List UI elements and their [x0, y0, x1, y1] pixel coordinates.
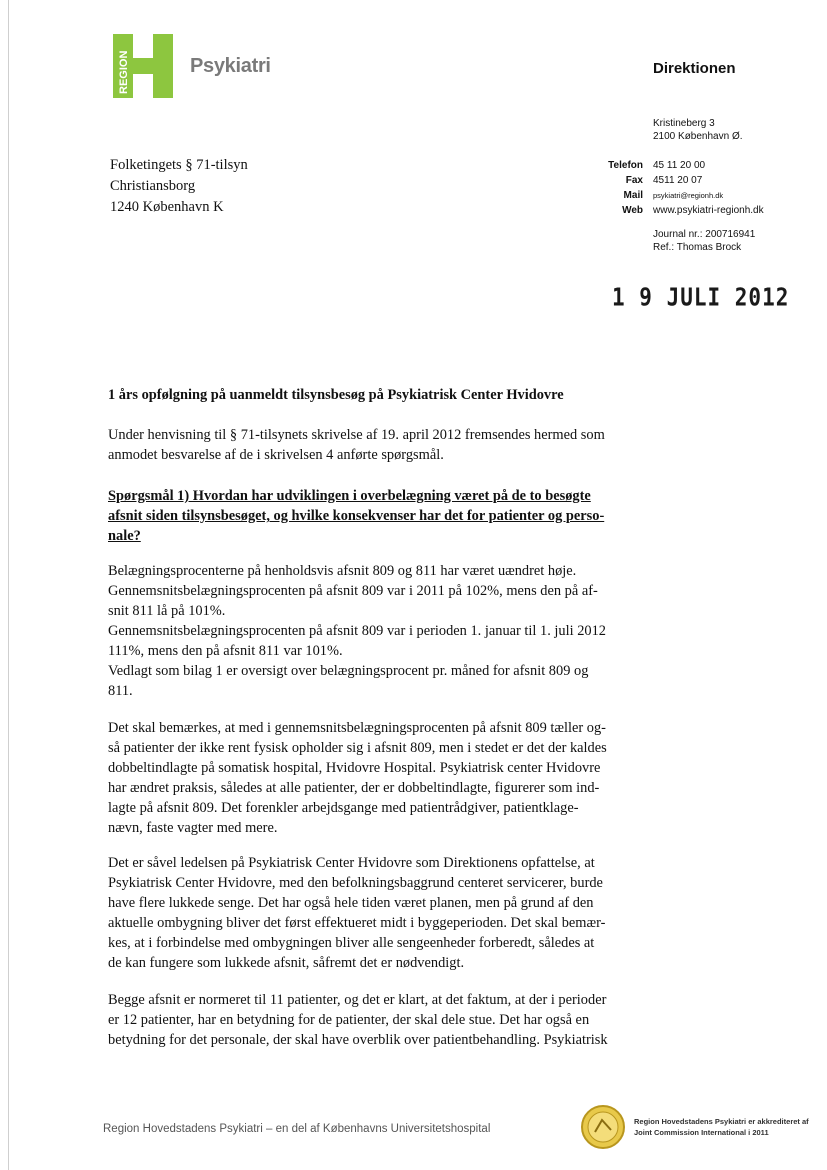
journal-block	[653, 228, 755, 254]
contact-block	[580, 158, 764, 218]
paragraph-closed-beds	[108, 853, 644, 973]
contact-value: psykiatri@regionh.dk	[653, 191, 724, 200]
sender-address-line: Kristineberg 3	[653, 118, 715, 129]
text-line: Begge afsnit er normeret til 11 patienter, og det er klart, at det faktum, at der i perioder	[108, 992, 607, 1008]
text-line: Spørgsmål 1) Hvordan har udviklingen i overbelægning været på de to besøgte	[108, 488, 591, 504]
text-line: Psykiatrisk Center Hvidovre, med den befolkningsbaggrund centeret servicerer, burde	[108, 875, 603, 891]
contact-value: www.psykiatri-regionh.dk	[653, 205, 764, 216]
text-line: Det er såvel ledelsen på Psykiatrisk Center Hvidovre som Direktionens opfattelse, at	[108, 855, 595, 871]
reference: Ref.: Thomas Brock	[653, 242, 742, 253]
text-line: de kan fungere som lukkede afsnit, såfremt det er nødvendigt.	[108, 955, 465, 971]
text-line: betydning for det personale, der skal have overblik over patientbehandling. Psykiatrisk	[108, 1032, 608, 1048]
text-line: Vedlagt som bilag 1 er oversigt over belægningsprocent pr. måned for afsnit 809 og	[108, 663, 589, 679]
contact-row-phone	[580, 158, 764, 173]
sender-address	[653, 117, 743, 143]
text-line: har ændret praksis, således at alle patienter, der er dobbeltindlagte, figurerer som ind-	[108, 780, 600, 796]
contact-label: Mail	[623, 190, 643, 201]
contact-row-web	[580, 203, 764, 218]
date-stamp: 1 9 JULI 2012	[612, 283, 790, 312]
accreditation-line: Joint Commission International i 2011	[634, 1128, 769, 1137]
paragraph-capacity	[108, 990, 644, 1050]
footer-text: Region Hovedstadens Psykiatri – en del af Københavns Universitetshospital	[103, 1123, 491, 1135]
text-line: snit 811 lå på 101%.	[108, 603, 226, 619]
text-line: 111%, mens den på afsnit 811 var 101%.	[108, 643, 343, 659]
text-line: nale?	[108, 528, 141, 544]
text-line: anmodet besvarelse af de i skrivelsen 4 anførte spørgsmål.	[108, 447, 444, 463]
accreditation-seal-icon	[580, 1104, 626, 1150]
sender-address-line: 2100 København Ø.	[653, 131, 743, 142]
contact-row-fax	[580, 173, 764, 188]
text-line: Det skal bemærkes, at med i gennemsnitsbelægningsprocenten på afsnit 809 tæller og-	[108, 720, 606, 736]
department-name: Direktionen	[653, 60, 736, 77]
text-line: 811.	[108, 683, 133, 699]
contact-value: 4511 20 07	[653, 175, 703, 186]
text-line: dobbeltindlagte på somatisk hospital, Hvidovre Hospital. Psykiatrisk center Hvidovre	[108, 760, 601, 776]
text-line: afsnit siden tilsynsbesøget, og hvilke konsekvenser har det for patienter og perso-	[108, 508, 605, 524]
contact-label: Telefon	[608, 160, 643, 171]
paragraph-double-admission	[108, 718, 644, 838]
text-line: Under henvisning til § 71-tilsynets skrivelse af 19. april 2012 fremsendes hermed som	[108, 427, 605, 443]
scan-edge-line	[8, 0, 9, 1170]
text-line: Gennemsnitsbelægningsprocenten på afsnit 809 var i perioden 1. januar til 1. juli 2012	[108, 623, 606, 639]
text-line: nævn, faste vagter med mere.	[108, 820, 278, 836]
svg-text:REGION: REGION	[118, 50, 130, 94]
paragraph-occupancy	[108, 561, 644, 701]
contact-label: Fax	[625, 175, 643, 186]
text-line: kes, at i forbindelse med ombygningen bliver alle sengeenheder forberedt, således at	[108, 935, 595, 951]
text-line: Gennemsnitsbelægningsprocenten på afsnit 809 var i 2011 på 102%, mens den på af-	[108, 583, 598, 599]
text-line: er 12 patienter, har en betydning for de patienter, der skal dele stue. Det har også en	[108, 1012, 590, 1028]
recipient-line: Folketingets § 71-tilsyn	[110, 157, 248, 173]
intro-paragraph	[108, 425, 644, 465]
contact-value: 45 11 20 00	[653, 160, 706, 171]
recipient-address	[110, 155, 248, 218]
text-line: have flere lukkede senge. Det har også hele tiden været planen, men på grund af den	[108, 895, 594, 911]
letter-subject: 1 års opfølgning på uanmeldt tilsynsbesøg på Psykiatrisk Center Hvidovre	[108, 387, 564, 403]
text-line: så patienter der ikke rent fysisk opholder sig i afsnit 809, men i stedet er det der kaldes	[108, 740, 607, 756]
recipient-line: Christiansborg	[110, 178, 196, 194]
text-line: lagte på afsnit 809. Det forenkler arbejdsgange med patientrådgiver, patientklage-	[108, 800, 579, 816]
accreditation-line: Region Hovedstadens Psykiatri er akkrediteret af	[634, 1117, 809, 1126]
region-logo-icon	[113, 34, 173, 98]
text-line: aktuelle ombygning bliver det først effektueret midt i byggeperioden. Det skal bemær-	[108, 915, 606, 931]
recipient-line: 1240 København K	[110, 199, 224, 215]
contact-label: Web	[622, 205, 643, 216]
question-heading	[108, 486, 644, 546]
accreditation-text	[634, 1116, 809, 1138]
journal-number: Journal nr.: 200716941	[653, 229, 756, 240]
contact-row-mail	[580, 188, 764, 203]
text-line: Belægningsprocenterne på henholdsvis afsnit 809 og 811 har været uændret høje.	[108, 563, 577, 579]
logo-name: Psykiatri	[190, 55, 271, 77]
